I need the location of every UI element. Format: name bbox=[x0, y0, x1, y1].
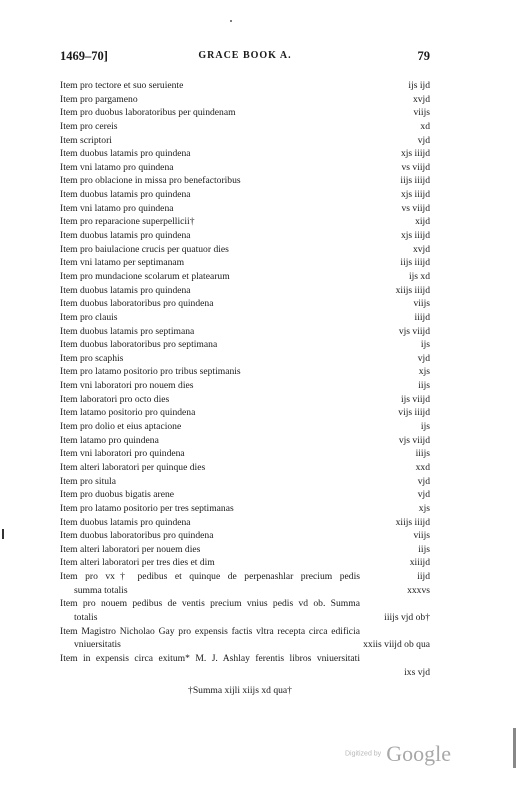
table-row bbox=[60, 311, 430, 325]
entry-amount: viijs bbox=[413, 298, 430, 310]
ink-speck bbox=[230, 20, 232, 22]
table-row bbox=[60, 652, 430, 666]
entry-amount: xxiis viijd ob qua bbox=[363, 639, 430, 651]
summa-total: †Summa xijli xiijs xd qua† bbox=[188, 685, 292, 696]
margin-mark bbox=[2, 529, 4, 539]
entry-text: Item alteri laboratori per nouem dies bbox=[60, 543, 201, 555]
entry-amount: iijs iiijd bbox=[400, 175, 430, 187]
table-row bbox=[60, 120, 430, 134]
table-row bbox=[60, 516, 430, 530]
entry-amount: xiijs iiijd bbox=[395, 284, 430, 296]
entry-text: Item duobus latamis pro septimana bbox=[60, 325, 195, 337]
entry-amount: vjd bbox=[417, 352, 430, 364]
table-row bbox=[60, 447, 430, 461]
entry-amount: vjs viijd bbox=[398, 325, 430, 337]
entry-amount: vs viijd bbox=[401, 202, 430, 214]
entry-amount: xjs bbox=[418, 502, 430, 514]
entry-text: Item latamo positorio pro quindena bbox=[60, 407, 196, 419]
table-row bbox=[60, 420, 430, 434]
entry-amount: iijs iiijd bbox=[400, 257, 430, 269]
table-row bbox=[60, 475, 430, 489]
table-row bbox=[60, 202, 430, 216]
entry-text: Item pro vx† pedibus et quinque de perpenashlar precium pedis bbox=[60, 571, 360, 583]
entry-text: Item laboratori pro octo dies bbox=[60, 393, 170, 405]
entry-text: Item alteri laboratori per quinque dies bbox=[60, 461, 206, 473]
table-row bbox=[60, 134, 430, 148]
entry-amount: iiijd bbox=[414, 311, 430, 323]
account-entries bbox=[60, 79, 430, 679]
table-row bbox=[60, 379, 430, 393]
table-row bbox=[60, 529, 430, 543]
entry-text: Item Magistro Nicholao Gay pro expensis factis vltra recepta circa edificia bbox=[60, 625, 360, 637]
table-row bbox=[60, 270, 430, 284]
table-row bbox=[60, 352, 430, 366]
entry-text: Item scriptori bbox=[60, 134, 112, 146]
entry-amount: vjd bbox=[417, 134, 430, 146]
table-row bbox=[60, 229, 430, 243]
header-book-title: GRACE BOOK A. bbox=[198, 50, 292, 61]
table-row bbox=[60, 625, 430, 639]
entry-amount: vs viijd bbox=[401, 161, 430, 173]
table-row bbox=[60, 543, 430, 557]
table-row bbox=[60, 488, 430, 502]
entry-amount: vjs viijd bbox=[398, 434, 430, 446]
entry-amount: iijs bbox=[418, 543, 430, 555]
entry-amount: ijs bbox=[420, 339, 430, 351]
table-row bbox=[60, 666, 430, 680]
entry-text: Item pro mundacione scolarum et platearum bbox=[60, 270, 230, 282]
table-row bbox=[60, 256, 430, 270]
entry-amount: xijd bbox=[415, 216, 430, 228]
entry-text: Item duobus latamis pro quindena bbox=[60, 516, 191, 528]
entry-text: Item duobus laboratoribus pro septimana bbox=[60, 339, 218, 351]
entry-amount: ijs bbox=[420, 421, 430, 433]
entry-text: Item pro cereis bbox=[60, 120, 118, 132]
table-row bbox=[60, 502, 430, 516]
entry-text: Item pro reparacione superpellicii† bbox=[60, 216, 195, 228]
table-row bbox=[60, 93, 430, 107]
entry-text: Item vni latamo pro quindena bbox=[60, 202, 174, 214]
entry-text: Item in expensis circa exitum* M. J. Ashlay ferentis libros vniuersitati bbox=[60, 652, 360, 664]
table-row bbox=[60, 174, 430, 188]
entry-text: Item duobus laboratoribus pro quindena bbox=[60, 530, 214, 542]
entry-amount: ijs viijd bbox=[400, 393, 430, 405]
entry-amount: xjs iiijd bbox=[400, 148, 430, 160]
entry-text: Item pro duobus laboratoribus per quindenam bbox=[60, 107, 236, 119]
entry-amount: xxxvs bbox=[407, 584, 430, 596]
entry-amount: xiijs iiijd bbox=[395, 516, 430, 528]
entry-amount: xjs iiijd bbox=[400, 189, 430, 201]
table-row bbox=[60, 215, 430, 229]
table-row bbox=[60, 393, 430, 407]
entry-text: Item duobus latamis pro quindena bbox=[60, 230, 191, 242]
table-row bbox=[60, 461, 430, 475]
table-row bbox=[60, 338, 430, 352]
entry-text: Item pro tectore et suo seruiente bbox=[60, 80, 184, 91]
entry-amount: ixs vjd bbox=[404, 666, 430, 678]
entry-text: Item duobus laboratoribus pro quindena bbox=[60, 298, 214, 310]
scan-edge-shadow bbox=[513, 728, 516, 768]
table-row bbox=[60, 79, 430, 93]
watermark-digitized-by: Digitized by bbox=[345, 750, 382, 758]
table-row bbox=[60, 365, 430, 379]
entry-amount: vjd bbox=[417, 475, 430, 487]
entry-amount: viijs bbox=[413, 107, 430, 119]
table-row bbox=[60, 188, 430, 202]
entry-text: Item pro clauis bbox=[60, 311, 118, 323]
entry-text: Item pro nouem pedibus de ventis precium vnius pedis vd ob. Summa bbox=[60, 598, 360, 610]
page-number: 79 bbox=[417, 49, 430, 63]
entry-text: totalis bbox=[74, 611, 98, 623]
table-row bbox=[60, 597, 430, 611]
entry-text: Item vni laboratori pro quindena bbox=[60, 448, 185, 460]
entry-amount: xiiijd bbox=[409, 557, 430, 569]
entry-text: Item vni latamo pro quindena bbox=[60, 161, 174, 173]
table-row bbox=[60, 570, 430, 584]
entry-text: Item pro latamo positorio pro tribus septimanis bbox=[60, 366, 241, 378]
entry-text: Item pro baiulacione crucis per quatuor dies bbox=[60, 243, 229, 255]
entry-text: Item vni laboratori pro nouem dies bbox=[60, 380, 194, 392]
table-row bbox=[60, 406, 430, 420]
entry-text: Item duobus latamis pro quindena bbox=[60, 189, 191, 201]
entry-amount: iijs bbox=[418, 380, 430, 392]
table-row bbox=[60, 434, 430, 448]
entry-amount: iiijs bbox=[415, 448, 430, 460]
table-row bbox=[60, 106, 430, 120]
entry-text: vniuersitatis bbox=[74, 639, 121, 651]
entry-text: summa totalis bbox=[74, 584, 128, 596]
entry-amount: iiijs vjd ob† bbox=[384, 611, 430, 623]
digitized-by-watermark bbox=[345, 741, 451, 767]
entry-amount: xd bbox=[420, 120, 430, 132]
entry-text: Item vni latamo per septimanam bbox=[60, 257, 185, 269]
entry-text: Item pro pargameno bbox=[60, 93, 138, 105]
table-row bbox=[60, 284, 430, 298]
table-row bbox=[60, 147, 430, 161]
entry-text: Item duobus latamis pro quindena bbox=[60, 284, 191, 296]
entry-amount: xvjd bbox=[412, 93, 430, 105]
running-header bbox=[60, 49, 430, 65]
entry-text: Item pro latamo positorio per tres septimanas bbox=[60, 502, 234, 514]
entry-text: Item duobus latamis pro quindena bbox=[60, 148, 191, 160]
table-row bbox=[60, 325, 430, 339]
entry-text: Item pro situla bbox=[60, 475, 116, 487]
table-row bbox=[60, 638, 430, 652]
table-row bbox=[60, 161, 430, 175]
header-year-range: 1469–70] bbox=[60, 49, 108, 63]
table-row bbox=[60, 584, 430, 598]
entry-amount: vijs iiijd bbox=[398, 407, 430, 419]
google-logo-icon: Google bbox=[386, 741, 452, 766]
entry-text: Item pro oblacione in missa pro benefactoribus bbox=[60, 175, 241, 187]
table-row bbox=[60, 556, 430, 570]
entry-text: Item latamo pro quindena bbox=[60, 434, 159, 446]
entry-amount: xvjd bbox=[412, 243, 430, 255]
entry-text: Item alteri laboratori per tres dies et dim bbox=[60, 557, 215, 569]
entry-amount: xjs bbox=[418, 366, 430, 378]
table-row bbox=[60, 611, 430, 625]
table-row bbox=[60, 297, 430, 311]
entry-text: Item pro duobus bigatis arene bbox=[60, 489, 175, 501]
entry-amount: vjd bbox=[417, 489, 430, 501]
entry-text: Item pro dolio et eius aptacione bbox=[60, 421, 182, 433]
entry-amount: xjs iiijd bbox=[400, 230, 430, 242]
entry-amount: xxd bbox=[415, 461, 430, 473]
entry-amount: ijs ijd bbox=[408, 80, 430, 91]
table-row bbox=[60, 243, 430, 257]
entry-text: Item pro scaphis bbox=[60, 352, 124, 364]
entry-amount: iijd bbox=[417, 571, 430, 583]
entry-amount: viijs bbox=[413, 530, 430, 542]
entry-amount: ijs xd bbox=[408, 270, 430, 282]
